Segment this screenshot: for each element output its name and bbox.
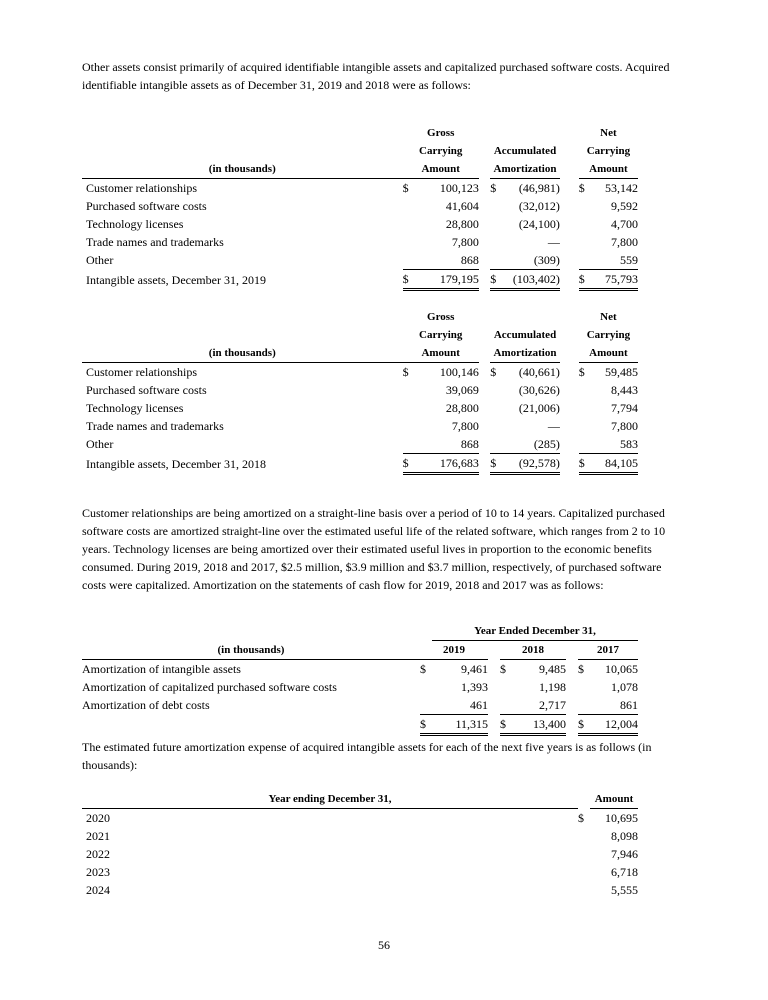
- net-amount: 53,142: [605, 181, 638, 195]
- amount-2019: 461: [432, 696, 488, 715]
- spacer: [560, 399, 579, 417]
- accumulated-amortization: (309): [502, 251, 560, 270]
- currency-symbol: $: [402, 181, 409, 195]
- currency-symbol: [578, 696, 590, 715]
- currency-symbol: $: [420, 662, 426, 676]
- amount-2017: 1,078: [611, 680, 638, 694]
- currency-symbol: $: [490, 181, 497, 195]
- row-label: Customer relationships: [86, 365, 197, 379]
- spacer: [560, 197, 579, 215]
- amount-2018: 9,485: [539, 662, 566, 676]
- total-accumulated: (92,578): [502, 454, 560, 474]
- year-2017-header: 2017: [578, 641, 638, 660]
- year-label: 2022: [86, 847, 110, 861]
- spacer: [566, 696, 578, 715]
- net-header-3: Amount: [579, 160, 638, 179]
- spacer: [560, 454, 579, 474]
- row-label: Purchased software costs: [86, 199, 207, 213]
- row-label: Trade names and trademarks: [86, 419, 224, 433]
- table-row: [82, 197, 638, 215]
- accum-header-1: Accumulated: [493, 145, 557, 157]
- currency-symbol: [420, 696, 432, 715]
- table-row: [82, 233, 638, 251]
- amount: 6,718: [611, 865, 638, 879]
- gross-header-3: Amount: [403, 344, 479, 363]
- spacer: [479, 233, 490, 251]
- page-number: 56: [378, 938, 390, 952]
- spacer: [479, 215, 490, 233]
- currency-symbol: $: [578, 810, 584, 825]
- year-label: 2023: [86, 865, 110, 879]
- spacer: [479, 417, 490, 435]
- total-gross: 176,683: [414, 454, 479, 474]
- gross-amount: 868: [414, 435, 479, 454]
- accum-header-1: Accumulated: [493, 329, 557, 341]
- gross-amount: 39,069: [445, 383, 479, 397]
- gross-header-1: Gross: [427, 311, 455, 323]
- accumulated-amortization: (40,661): [518, 365, 560, 379]
- total-accumulated: (103,402): [502, 270, 560, 290]
- intangible-table-2018: [82, 308, 638, 475]
- amount-2019: 9,461: [461, 662, 488, 676]
- spacer: [479, 363, 490, 382]
- currency-symbol: $: [403, 454, 415, 474]
- spacer: [488, 696, 500, 715]
- amount-2017: 10,065: [605, 662, 638, 676]
- year-label: 2021: [86, 829, 110, 843]
- currency-symbol: [578, 827, 590, 845]
- spacer: [560, 251, 579, 270]
- net-header-1: Net: [600, 127, 617, 139]
- spacer: [488, 678, 500, 696]
- currency-symbol: [420, 678, 432, 696]
- currency-symbol: $: [490, 270, 502, 290]
- table-row: [82, 863, 638, 881]
- gross-header-3: Amount: [403, 160, 479, 179]
- amount-2018: 2,717: [512, 696, 566, 715]
- year-label: 2024: [86, 883, 110, 897]
- spacer: [488, 660, 500, 679]
- accum-header-2: Amortization: [490, 160, 560, 179]
- spacer: [479, 399, 490, 417]
- year-ended-header: Year Ended December 31,: [432, 622, 638, 641]
- accumulated-amortization: —: [547, 419, 560, 433]
- currency-symbol: [403, 215, 415, 233]
- amount-2017: 861: [590, 696, 638, 715]
- year-2019-header: 2019: [420, 641, 488, 660]
- currency-symbol: $: [490, 454, 502, 474]
- amort-unit-label: (in thousands): [82, 641, 420, 660]
- amount: 5,555: [611, 883, 638, 897]
- accumulated-amortization: (46,981): [518, 181, 560, 195]
- table-row: [82, 179, 638, 198]
- net-header-1: Net: [600, 311, 617, 323]
- gross-amount: 41,604: [445, 199, 479, 213]
- row-label: Other: [86, 437, 114, 452]
- total-2018: 13,400: [512, 715, 566, 735]
- total-label: [82, 715, 420, 735]
- currency-symbol: [500, 678, 512, 696]
- table-row: [82, 696, 638, 715]
- spacer: [560, 270, 579, 290]
- currency-symbol: [579, 435, 591, 454]
- net-amount: 7,794: [611, 401, 638, 415]
- total-net: 84,105: [591, 454, 638, 474]
- currency-symbol: [490, 399, 502, 417]
- currency-symbol: [579, 233, 591, 251]
- intangible-table-2019: [82, 124, 638, 291]
- table-row: [82, 251, 638, 270]
- currency-symbol: [490, 417, 502, 435]
- table-row: [82, 845, 638, 863]
- currency-symbol: $: [578, 662, 584, 676]
- spacer: [566, 660, 578, 679]
- gross-amount: 28,800: [445, 401, 479, 415]
- spacer: [479, 270, 490, 290]
- total-row: [82, 454, 638, 474]
- currency-symbol: $: [578, 365, 585, 379]
- spacer: [479, 197, 490, 215]
- year-ending-header: Year ending December 31,: [82, 790, 578, 809]
- accumulated-amortization: —: [547, 235, 560, 249]
- currency-symbol: [490, 233, 502, 251]
- net-amount: 7,800: [611, 235, 638, 249]
- currency-symbol: [578, 881, 590, 899]
- spacer: [479, 454, 490, 474]
- total-net: 75,793: [591, 270, 638, 290]
- row-label: Amortization of debt costs: [82, 698, 210, 713]
- total-row: [82, 270, 638, 290]
- spacer: [560, 417, 579, 435]
- currency-symbol: [579, 251, 591, 270]
- row-label: Other: [86, 253, 114, 268]
- accum-header-2: Amortization: [490, 344, 560, 363]
- currency-symbol: [579, 215, 591, 233]
- total-2017: 12,004: [590, 715, 638, 735]
- net-header-3: Amount: [579, 344, 638, 363]
- currency-symbol: $: [578, 181, 585, 195]
- accumulated-amortization: (24,100): [518, 217, 560, 231]
- table-row: [82, 399, 638, 417]
- table-row: [82, 660, 638, 679]
- amount: 7,946: [611, 847, 638, 861]
- amortization-table: [82, 622, 638, 736]
- currency-symbol: [403, 399, 415, 417]
- currency-symbol: [403, 233, 415, 251]
- row-label: Purchased software costs: [86, 383, 207, 397]
- currency-symbol: [403, 381, 415, 399]
- table-row: [82, 435, 638, 454]
- spacer: [479, 251, 490, 270]
- currency-symbol: $: [500, 715, 512, 735]
- currency-symbol: [578, 678, 590, 696]
- gross-amount: 100,146: [439, 365, 479, 379]
- spacer: [479, 179, 490, 198]
- currency-symbol: [578, 863, 590, 881]
- net-amount: 9,592: [611, 199, 638, 213]
- spacer: [566, 678, 578, 696]
- currency-symbol: [579, 399, 591, 417]
- spacer: [560, 215, 579, 233]
- table-row: [82, 381, 638, 399]
- total-label: Intangible assets, December 31, 2018: [86, 456, 266, 471]
- net-amount: 559: [591, 251, 638, 270]
- total-gross: 179,195: [414, 270, 479, 290]
- currency-symbol: [579, 197, 591, 215]
- row-label: Technology licenses: [86, 401, 184, 415]
- currency-symbol: $: [500, 662, 506, 676]
- amount: 8,098: [611, 829, 638, 843]
- table-row: [82, 363, 638, 382]
- accumulated-amortization: (285): [502, 435, 560, 454]
- currency-symbol: $: [579, 454, 591, 474]
- gross-amount: 28,800: [445, 217, 479, 231]
- row-label: Amortization of intangible assets: [82, 662, 241, 676]
- year-label: 2020: [86, 811, 110, 825]
- currency-symbol: [490, 197, 502, 215]
- currency-symbol: [403, 435, 415, 454]
- currency-symbol: $: [490, 365, 497, 379]
- spacer: [560, 363, 579, 382]
- amortization-paragraph: Customer relationships are being amortized on a straight-line basis over a period of 10 to 14 years. Capitalized purchased software costs are amortized straight-line over the estimated useful life of the related software, which ranges from 2 to 10 years. Technology licenses are being amortized over their estimated useful lives in proportion to the economic benefits consumed. During 2019, 2018 and 2017, $2.5 million, $3.9 million and $3.7 million, respectively, of purchased software costs were capitalized. Amortization on the statements of cash flow for 2019, 2018 and 2017 was as follows:: [82, 506, 666, 592]
- amount-2019: 1,393: [461, 680, 488, 694]
- unit-label: (in thousands): [82, 344, 403, 363]
- currency-symbol: [500, 696, 512, 715]
- accumulated-amortization: (21,006): [518, 401, 560, 415]
- intro-paragraph: Other assets consist primarily of acquired identifiable intangible assets and capitalized purchased software costs. Acquired identifiable intangible assets as of December 31, 2019 and 2018 were as follows:: [82, 60, 670, 92]
- spacer: [566, 715, 578, 735]
- net-amount: 8,443: [611, 383, 638, 397]
- net-amount: 583: [591, 435, 638, 454]
- amount-header: Amount: [590, 790, 638, 809]
- currency-symbol: [490, 381, 502, 399]
- row-label: Trade names and trademarks: [86, 235, 224, 249]
- table-row: [82, 827, 638, 845]
- currency-symbol: [490, 251, 502, 270]
- unit-label: (in thousands): [82, 160, 403, 179]
- spacer: [479, 435, 490, 454]
- currency-symbol: [403, 251, 415, 270]
- table-row: [82, 881, 638, 899]
- spacer: [560, 381, 579, 399]
- table-row: [82, 417, 638, 435]
- total-row: [82, 715, 638, 735]
- row-label: Technology licenses: [86, 217, 184, 231]
- currency-symbol: [403, 417, 415, 435]
- table-row: [82, 215, 638, 233]
- gross-amount: 7,800: [451, 419, 479, 433]
- currency-symbol: [403, 197, 415, 215]
- currency-symbol: [490, 215, 502, 233]
- total-label: Intangible assets, December 31, 2019: [86, 272, 266, 287]
- currency-symbol: $: [403, 270, 415, 290]
- future-amortization-paragraph: The estimated future amortization expense of acquired intangible assets for each of the next five years is as follows (in thousands):: [82, 740, 652, 772]
- currency-symbol: $: [578, 715, 590, 735]
- currency-symbol: $: [579, 270, 591, 290]
- spacer: [560, 435, 579, 454]
- gross-amount: 100,123: [439, 181, 479, 195]
- currency-symbol: [579, 381, 591, 399]
- year-2018-header: 2018: [500, 641, 566, 660]
- net-amount: 59,485: [605, 365, 638, 379]
- total-2019: 11,315: [432, 715, 488, 735]
- net-amount: 4,700: [611, 217, 638, 231]
- spacer: [479, 381, 490, 399]
- gross-header-2: Carrying: [419, 145, 463, 157]
- net-amount: 7,800: [611, 419, 638, 433]
- future-amortization-table: [82, 790, 638, 899]
- gross-amount: 868: [414, 251, 479, 270]
- net-header-2: Carrying: [586, 329, 631, 341]
- gross-amount: 7,800: [451, 235, 479, 249]
- currency-symbol: [578, 845, 590, 863]
- net-header-2: Carrying: [586, 145, 631, 157]
- table-row: [82, 678, 638, 696]
- currency-symbol: [579, 417, 591, 435]
- gross-header-2: Carrying: [419, 329, 463, 341]
- spacer: [560, 179, 579, 198]
- currency-symbol: $: [420, 715, 432, 735]
- table-row: [82, 809, 638, 828]
- gross-header-1: Gross: [427, 127, 455, 139]
- currency-symbol: $: [402, 365, 409, 379]
- accumulated-amortization: (32,012): [518, 199, 560, 213]
- amount: 10,695: [605, 811, 638, 825]
- row-label: Amortization of capitalized purchased software costs: [82, 680, 337, 694]
- spacer: [560, 233, 579, 251]
- currency-symbol: [490, 435, 502, 454]
- amount-2018: 1,198: [539, 680, 566, 694]
- row-label: Customer relationships: [86, 181, 197, 195]
- accumulated-amortization: (30,626): [518, 383, 560, 397]
- spacer: [488, 715, 500, 735]
